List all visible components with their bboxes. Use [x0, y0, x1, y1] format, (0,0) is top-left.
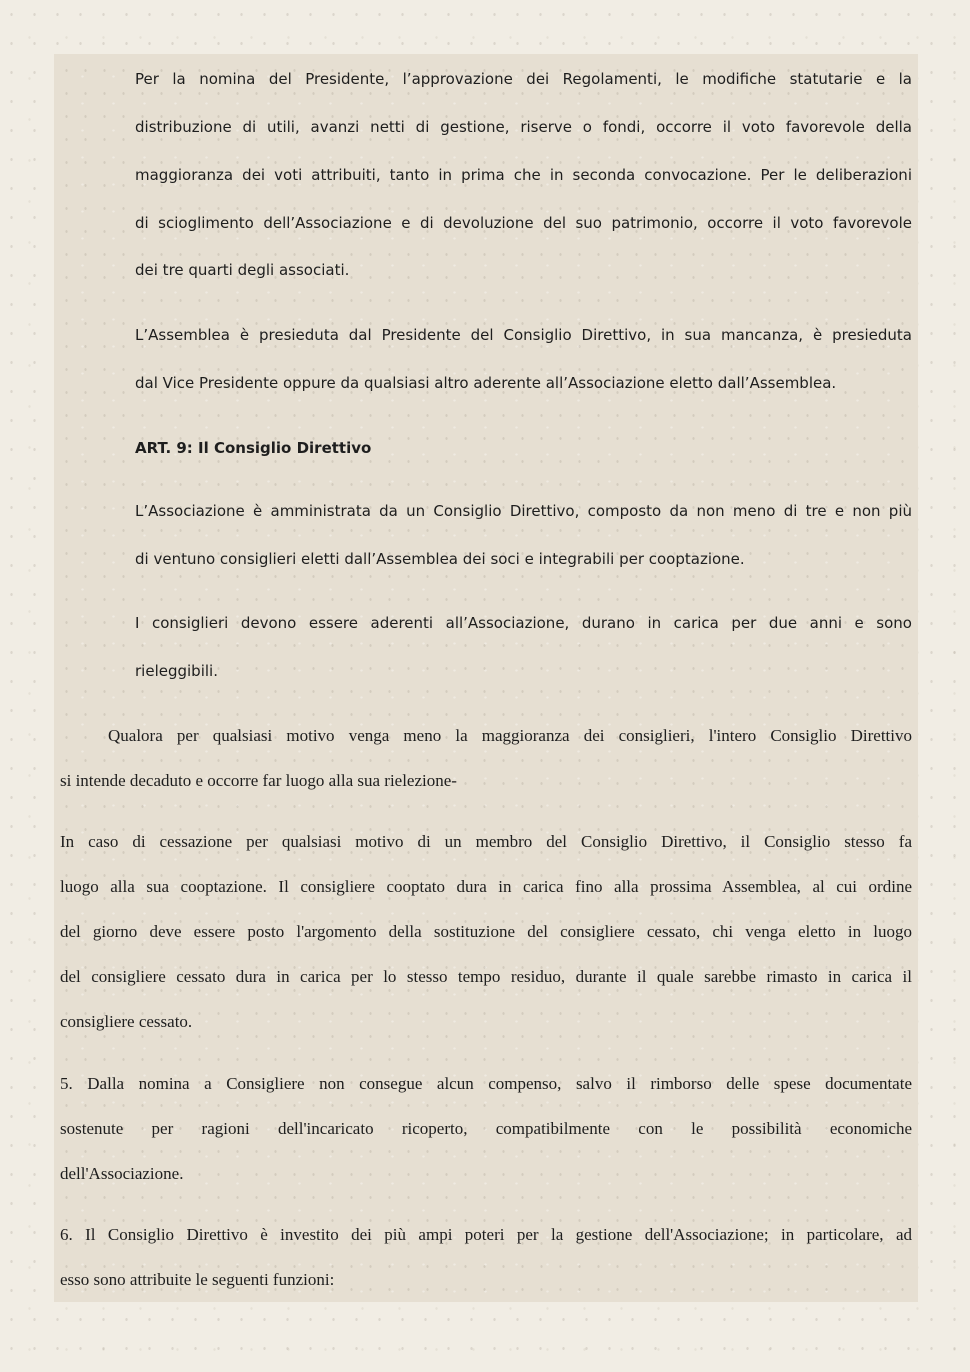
text-line: Per la nomina del Presidente, l’approvazione dei Regolamenti, le modifiche statutarie e la: [135, 70, 912, 88]
text-line: di scioglimento dell’Associazione e di devoluzione del suo patrimonio, occorre il voto favorevole: [135, 214, 912, 232]
text-line: L’Assemblea è presieduta dal Presidente del Consiglio Direttivo, in sua mancanza, è presieduta: [135, 326, 912, 344]
text-line: I consiglieri devono essere aderenti all’Associazione, durano in carica per due anni e sono: [135, 614, 912, 632]
text-line: del consigliere cessato dura in carica per lo stesso tempo residuo, durante il quale sarebbe rimasto in carica il: [60, 967, 912, 986]
text-line: 6. Il Consiglio Direttivo è investito dei più ampi poteri per la gestione dell'Associazione; in particolare, ad: [60, 1225, 912, 1244]
text-line: L’Associazione è amministrata da un Consiglio Direttivo, composto da non meno di tre e non più: [135, 502, 912, 520]
text-line: dell'Associazione.: [60, 1164, 184, 1183]
text-line: dal Vice Presidente oppure da qualsiasi altro aderente all’Associazione eletto dall’Assemblea.: [135, 374, 837, 392]
article-heading: ART. 9: Il Consiglio Direttivo: [135, 439, 372, 457]
text-line: In caso di cessazione per qualsiasi motivo di un membro del Consiglio Direttivo, il Consiglio stesso fa: [60, 832, 912, 851]
text-line: distribuzione di utili, avanzi netti di gestione, riserve o fondi, occorre il voto favorevole della: [135, 118, 912, 136]
text-line: rieleggibili.: [135, 662, 218, 680]
text-line: dei tre quarti degli associati.: [135, 261, 350, 279]
text-line: 5. Dalla nomina a Consigliere non consegue alcun compenso, salvo il rimborso delle spese documentate: [60, 1074, 912, 1093]
text-line: sostenute per ragioni dell'incaricato ricoperto, compatibilmente con le possibilità economiche: [60, 1119, 912, 1138]
text-line: maggioranza dei voti attribuiti, tanto in prima che in seconda convocazione. Per le deliberazioni: [135, 166, 912, 184]
document-page: [54, 54, 918, 1302]
text-line: esso sono attribuite le seguenti funzioni:: [60, 1270, 335, 1289]
text-line: Qualora per qualsiasi motivo venga meno la maggioranza dei consiglieri, l'intero Consiglio Direttivo: [108, 726, 912, 745]
text-line: di ventuno consiglieri eletti dall’Assemblea dei soci e integrabili per cooptazione.: [135, 550, 745, 568]
text-line: luogo alla sua cooptazione. Il consigliere cooptato dura in carica fino alla prossima Assemblea, al cui ordine: [60, 877, 912, 896]
text-line: si intende decaduto e occorre far luogo alla sua rielezione-: [60, 771, 457, 790]
text-line: del giorno deve essere posto l'argomento della sostituzione del consigliere cessato, chi venga eletto in luogo: [60, 922, 912, 941]
text-line: consigliere cessato.: [60, 1012, 193, 1031]
